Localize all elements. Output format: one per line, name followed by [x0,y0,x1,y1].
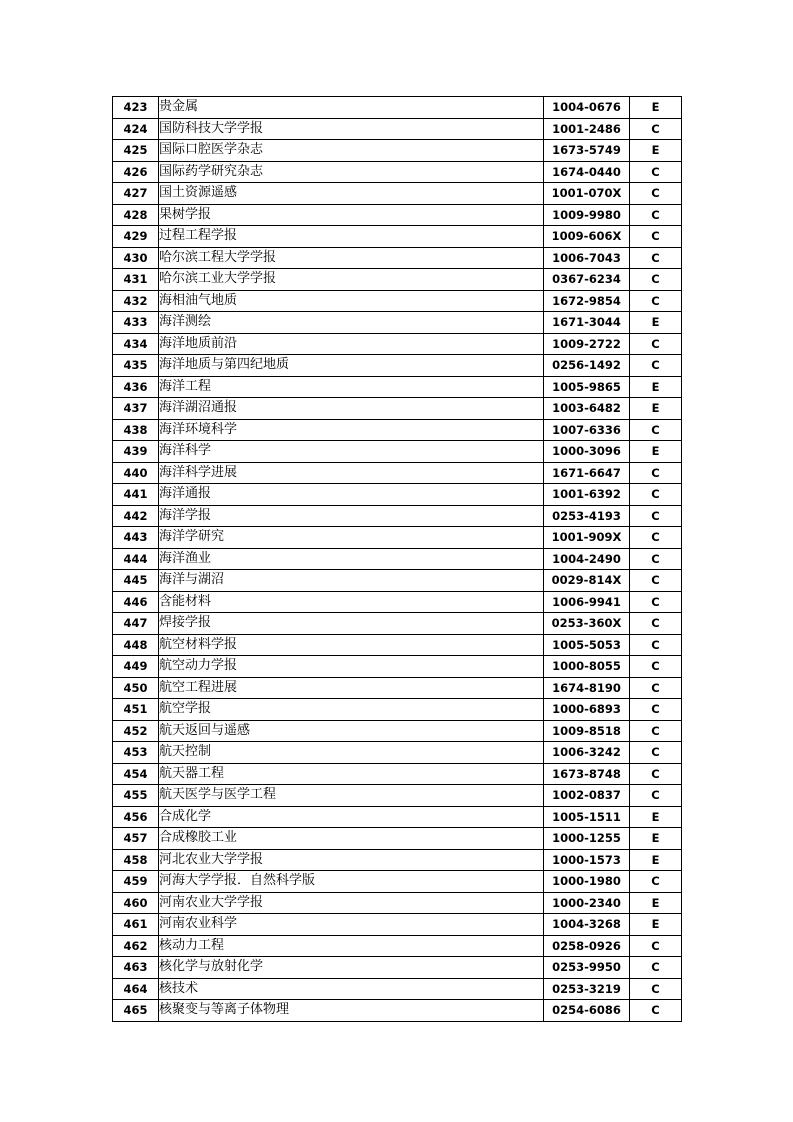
category-cell: E [630,398,682,420]
journal-name-cell: 核聚变与等离子体物理 [159,1000,544,1022]
category-cell: C [630,226,682,248]
issn-cell: 1672-9854 [544,290,630,312]
issn-cell: 1002-0837 [544,785,630,807]
row-number-cell: 431 [113,269,159,291]
issn-cell: 0253-3219 [544,978,630,1000]
issn-cell: 1005-9865 [544,376,630,398]
row-number-cell: 441 [113,484,159,506]
journal-name-cell: 国土资源遥感 [159,183,544,205]
journal-name-cell: 海洋渔业 [159,548,544,570]
table-row [113,978,682,1000]
row-number-cell: 444 [113,548,159,570]
journal-name-cell: 航空工程进展 [159,677,544,699]
category-cell: C [630,1000,682,1022]
category-cell: C [630,613,682,635]
journal-table-body [113,97,682,1022]
table-row [113,247,682,269]
issn-cell: 1000-2340 [544,892,630,914]
table-row [113,226,682,248]
issn-cell: 1000-1980 [544,871,630,893]
category-cell: E [630,828,682,850]
journal-name-cell: 核技术 [159,978,544,1000]
issn-cell: 0253-4193 [544,505,630,527]
table-row [113,677,682,699]
journal-name-cell: 果树学报 [159,204,544,226]
issn-cell: 1000-1573 [544,849,630,871]
row-number-cell: 430 [113,247,159,269]
issn-cell: 1005-5053 [544,634,630,656]
journal-name-cell: 航天器工程 [159,763,544,785]
table-row [113,849,682,871]
issn-cell: 0254-6086 [544,1000,630,1022]
issn-cell: 1009-606X [544,226,630,248]
table-row [113,742,682,764]
table-row [113,935,682,957]
issn-cell: 1001-6392 [544,484,630,506]
journal-name-cell: 河海大学学报．自然科学版 [159,871,544,893]
issn-cell: 1671-3044 [544,312,630,334]
table-row [113,398,682,420]
journal-name-cell: 海相油气地质 [159,290,544,312]
table-row [113,118,682,140]
row-number-cell: 453 [113,742,159,764]
category-cell: C [630,247,682,269]
table-row [113,269,682,291]
journal-name-cell: 河南农业科学 [159,914,544,936]
table-row [113,140,682,162]
issn-cell: 1674-8190 [544,677,630,699]
journal-name-cell: 过程工程学报 [159,226,544,248]
category-cell: C [630,183,682,205]
journal-name-cell: 航空材料学报 [159,634,544,656]
row-number-cell: 460 [113,892,159,914]
journal-name-cell: 航天返回与遥感 [159,720,544,742]
category-cell: C [630,161,682,183]
issn-cell: 1001-909X [544,527,630,549]
row-number-cell: 458 [113,849,159,871]
row-number-cell: 451 [113,699,159,721]
row-number-cell: 455 [113,785,159,807]
issn-cell: 1004-0676 [544,97,630,119]
table-row [113,570,682,592]
table-row [113,355,682,377]
journal-name-cell: 河南农业大学学报 [159,892,544,914]
journal-table [112,96,682,1022]
category-cell: C [630,118,682,140]
row-number-cell: 425 [113,140,159,162]
journal-name-cell: 合成橡胶工业 [159,828,544,850]
journal-name-cell: 航天医学与医学工程 [159,785,544,807]
journal-name-cell: 国防科技大学学报 [159,118,544,140]
category-cell: C [630,720,682,742]
journal-name-cell: 海洋科学 [159,441,544,463]
journal-name-cell: 哈尔滨工程大学学报 [159,247,544,269]
issn-cell: 1004-2490 [544,548,630,570]
table-row [113,204,682,226]
row-number-cell: 432 [113,290,159,312]
issn-cell: 1671-6647 [544,462,630,484]
issn-cell: 1004-3268 [544,914,630,936]
category-cell: C [630,548,682,570]
issn-cell: 1007-6336 [544,419,630,441]
category-cell: C [630,419,682,441]
row-number-cell: 464 [113,978,159,1000]
category-cell: E [630,97,682,119]
table-row [113,419,682,441]
table-row [113,1000,682,1022]
row-number-cell: 446 [113,591,159,613]
issn-cell: 1001-070X [544,183,630,205]
table-row [113,161,682,183]
row-number-cell: 426 [113,161,159,183]
table-row [113,656,682,678]
category-cell: C [630,957,682,979]
row-number-cell: 462 [113,935,159,957]
issn-cell: 0367-6234 [544,269,630,291]
issn-cell: 1006-3242 [544,742,630,764]
issn-cell: 1673-8748 [544,763,630,785]
journal-name-cell: 贵金属 [159,97,544,119]
row-number-cell: 429 [113,226,159,248]
row-number-cell: 428 [113,204,159,226]
category-cell: C [630,677,682,699]
category-cell: C [630,699,682,721]
issn-cell: 1005-1511 [544,806,630,828]
issn-cell: 1674-0440 [544,161,630,183]
category-cell: E [630,806,682,828]
journal-name-cell: 海洋地质前沿 [159,333,544,355]
row-number-cell: 448 [113,634,159,656]
category-cell: C [630,935,682,957]
table-row [113,720,682,742]
category-cell: C [630,591,682,613]
row-number-cell: 459 [113,871,159,893]
table-row [113,763,682,785]
table-row [113,871,682,893]
category-cell: E [630,312,682,334]
journal-name-cell: 海洋与湖沼 [159,570,544,592]
row-number-cell: 436 [113,376,159,398]
issn-cell: 1009-9980 [544,204,630,226]
issn-cell: 0258-0926 [544,935,630,957]
category-cell: C [630,290,682,312]
table-row [113,290,682,312]
journal-name-cell: 海洋科学进展 [159,462,544,484]
table-row [113,613,682,635]
table-row [113,97,682,119]
category-cell: E [630,441,682,463]
category-cell: C [630,484,682,506]
journal-name-cell: 焊接学报 [159,613,544,635]
issn-cell: 0253-360X [544,613,630,635]
row-number-cell: 438 [113,419,159,441]
journal-name-cell: 海洋湖沼通报 [159,398,544,420]
table-row [113,914,682,936]
table-row [113,634,682,656]
row-number-cell: 447 [113,613,159,635]
category-cell: E [630,140,682,162]
journal-name-cell: 哈尔滨工业大学学报 [159,269,544,291]
row-number-cell: 456 [113,806,159,828]
journal-name-cell: 航空动力学报 [159,656,544,678]
row-number-cell: 457 [113,828,159,850]
issn-cell: 1006-7043 [544,247,630,269]
issn-cell: 0029-814X [544,570,630,592]
journal-name-cell: 海洋通报 [159,484,544,506]
issn-cell: 1006-9941 [544,591,630,613]
issn-cell: 0256-1492 [544,355,630,377]
journal-name-cell: 核动力工程 [159,935,544,957]
row-number-cell: 465 [113,1000,159,1022]
issn-cell: 1003-6482 [544,398,630,420]
table-row [113,441,682,463]
category-cell: C [630,333,682,355]
category-cell: C [630,871,682,893]
table-row [113,462,682,484]
journal-name-cell: 合成化学 [159,806,544,828]
row-number-cell: 434 [113,333,159,355]
table-row [113,957,682,979]
table-row [113,527,682,549]
journal-name-cell: 含能材料 [159,591,544,613]
journal-name-cell: 海洋环境科学 [159,419,544,441]
journal-name-cell: 河北农业大学学报 [159,849,544,871]
journal-name-cell: 海洋学报 [159,505,544,527]
table-row [113,892,682,914]
category-cell: E [630,914,682,936]
row-number-cell: 452 [113,720,159,742]
table-row [113,699,682,721]
category-cell: C [630,785,682,807]
category-cell: C [630,269,682,291]
table-row [113,548,682,570]
row-number-cell: 423 [113,97,159,119]
row-number-cell: 439 [113,441,159,463]
journal-name-cell: 航天控制 [159,742,544,764]
category-cell: E [630,892,682,914]
table-row [113,312,682,334]
journal-name-cell: 核化学与放射化学 [159,957,544,979]
journal-name-cell: 航空学报 [159,699,544,721]
row-number-cell: 443 [113,527,159,549]
category-cell: C [630,742,682,764]
category-cell: C [630,570,682,592]
row-number-cell: 435 [113,355,159,377]
journal-name-cell: 海洋地质与第四纪地质 [159,355,544,377]
table-row [113,828,682,850]
table-row [113,376,682,398]
row-number-cell: 461 [113,914,159,936]
category-cell: E [630,849,682,871]
table-row [113,505,682,527]
category-cell: C [630,527,682,549]
issn-cell: 1673-5749 [544,140,630,162]
issn-cell: 1009-8518 [544,720,630,742]
issn-cell: 1000-6893 [544,699,630,721]
row-number-cell: 442 [113,505,159,527]
category-cell: C [630,462,682,484]
row-number-cell: 433 [113,312,159,334]
journal-name-cell: 海洋工程 [159,376,544,398]
category-cell: C [630,505,682,527]
category-cell: C [630,634,682,656]
issn-cell: 1000-1255 [544,828,630,850]
row-number-cell: 463 [113,957,159,979]
table-row [113,591,682,613]
issn-cell: 0253-9950 [544,957,630,979]
table-row [113,785,682,807]
table-row [113,333,682,355]
issn-cell: 1000-3096 [544,441,630,463]
row-number-cell: 454 [113,763,159,785]
category-cell: E [630,376,682,398]
row-number-cell: 450 [113,677,159,699]
row-number-cell: 440 [113,462,159,484]
journal-name-cell: 国际药学研究杂志 [159,161,544,183]
category-cell: C [630,763,682,785]
journal-name-cell: 海洋测绘 [159,312,544,334]
issn-cell: 1009-2722 [544,333,630,355]
issn-cell: 1000-8055 [544,656,630,678]
category-cell: C [630,204,682,226]
row-number-cell: 424 [113,118,159,140]
journal-name-cell: 国际口腔医学杂志 [159,140,544,162]
journal-name-cell: 海洋学研究 [159,527,544,549]
category-cell: C [630,978,682,1000]
row-number-cell: 445 [113,570,159,592]
table-row [113,183,682,205]
table-row [113,806,682,828]
row-number-cell: 449 [113,656,159,678]
row-number-cell: 437 [113,398,159,420]
category-cell: C [630,355,682,377]
table-row [113,484,682,506]
row-number-cell: 427 [113,183,159,205]
category-cell: C [630,656,682,678]
issn-cell: 1001-2486 [544,118,630,140]
